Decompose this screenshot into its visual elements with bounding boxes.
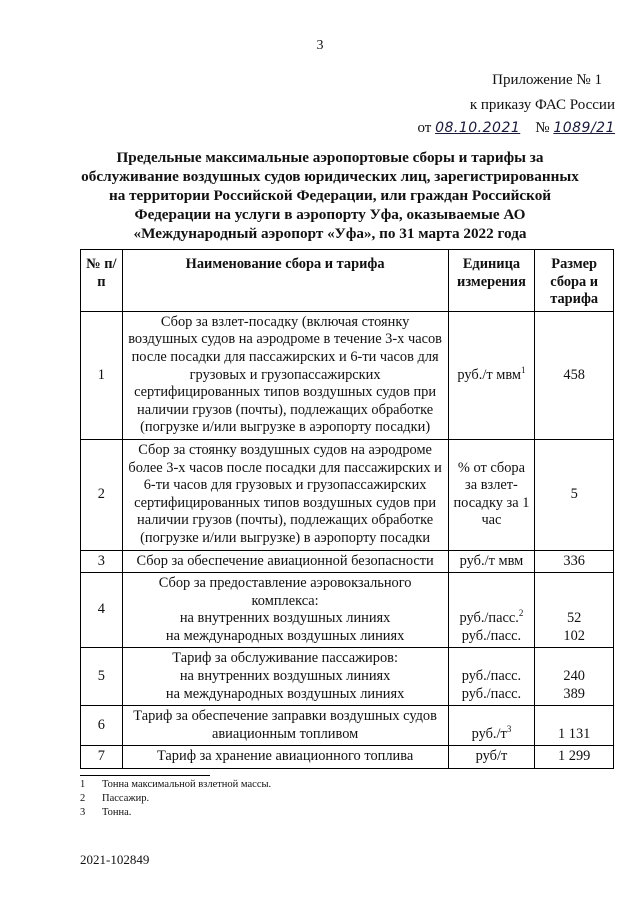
header-value: Размер сбора и тарифа: [535, 250, 614, 312]
row-value: 52 102: [535, 573, 614, 648]
row-unit: руб./пасс. руб./пасс.: [448, 648, 535, 706]
row-value: 5: [535, 439, 614, 550]
header-name: Наименование сбора и тарифа: [122, 250, 448, 312]
row-unit: $руб./т^3$: [448, 706, 535, 746]
footnote: 3 Тонна.: [80, 807, 132, 818]
row-num: 1: [81, 311, 123, 439]
row-unit: руб./пасс.$^2$ руб./пасс.: [448, 573, 535, 648]
row-name: Сбор за предоставление аэровокзального комплекса: на внутренних воздушных линиях на международных воздушных линиях: [122, 573, 448, 648]
table-row: [81, 573, 614, 648]
row-name: Сбор за обеспечение авиационной безопасности: [122, 550, 448, 573]
number-prefix: №: [535, 120, 550, 136]
table-row: [81, 439, 614, 550]
row-name: Тариф за хранение авиационного топлива: [122, 746, 448, 769]
row-value: 336: [535, 550, 614, 573]
table-row: [81, 746, 614, 769]
row-unit: руб/т: [448, 746, 535, 769]
header-unit: Единица измерения: [448, 250, 535, 312]
table-row: [81, 550, 614, 573]
header-num: № п/п: [81, 250, 123, 312]
page-number: 3: [316, 38, 324, 53]
row-num: 7: [81, 746, 123, 769]
row-name: Тариф за обеспечение заправки воздушных судов авиационным топливом: [122, 706, 448, 746]
row-unit: руб./т мвм$^1$: [448, 311, 535, 439]
row-num: 5: [81, 648, 123, 706]
row-unit: % от сбора за взлет-посадку за 1 час: [448, 439, 535, 550]
document-title: Предельные максимальные аэропортовые сборы и тарифы за обслуживание воздушных судов юридических лиц, зарегистрированных на территории Российской Федерации, или граждан Российской Федерации на услуги в аэропорту Уфа, оказываемые АО «Международный аэропорт «Уфа», по 31 марта 2022 года: [81, 149, 579, 242]
row-value: 458: [535, 311, 614, 439]
row-value: 1 299: [535, 746, 614, 769]
table-row: [81, 706, 614, 746]
handwritten-date: 08.10.2021: [435, 120, 521, 136]
footnote: 2 Пассажир.: [80, 793, 150, 804]
footnote: 1 Тонна максимальной взлетной массы.: [80, 779, 272, 790]
footnote-divider: [80, 775, 210, 776]
row-unit: руб./т мвм: [448, 550, 535, 573]
row-num: 3: [81, 550, 123, 573]
order-reference: к приказу ФАС России: [469, 97, 615, 113]
table-header-row: [81, 250, 614, 312]
row-name: Сбор за стоянку воздушных судов на аэродроме более 3-х часов после посадки для пассажирских и 6-ти часов для грузовых и грузопассажирских сертифицированных типов воздушных судов при наличии грузов (почты), подлежащих обработке (погрузке и/или выгрузке) в аэропорту посадки: [122, 439, 448, 550]
date-number-line: [417, 120, 615, 137]
row-num: 2: [81, 439, 123, 550]
row-name: Тариф за обслуживание пассажиров: на внутренних воздушных линиях на международных воздушных линиях: [122, 648, 448, 706]
row-value: 1 131: [535, 706, 614, 746]
document-code: 2021-102849: [80, 852, 150, 867]
tariff-table: [80, 249, 614, 769]
row-num: 4: [81, 573, 123, 648]
row-value: 240 389: [535, 648, 614, 706]
table-row: [81, 648, 614, 706]
date-prefix: от: [417, 120, 432, 136]
handwritten-number: 1089/21: [553, 120, 615, 136]
row-num: 6: [81, 706, 123, 746]
row-name: Сбор за взлет-посадку (включая стоянку воздушных судов на аэродроме в течение 3-х часов после посадки для пассажирских и 6-ти часов для грузовых и грузопассажирских сертифицированных типов воздушных судов при наличии грузов (почты), подлежащих обработке (погрузке и/или выгрузке в аэропорту посадки): [122, 311, 448, 439]
table-row: [81, 311, 614, 439]
annex-label: Приложение № 1: [492, 72, 602, 88]
